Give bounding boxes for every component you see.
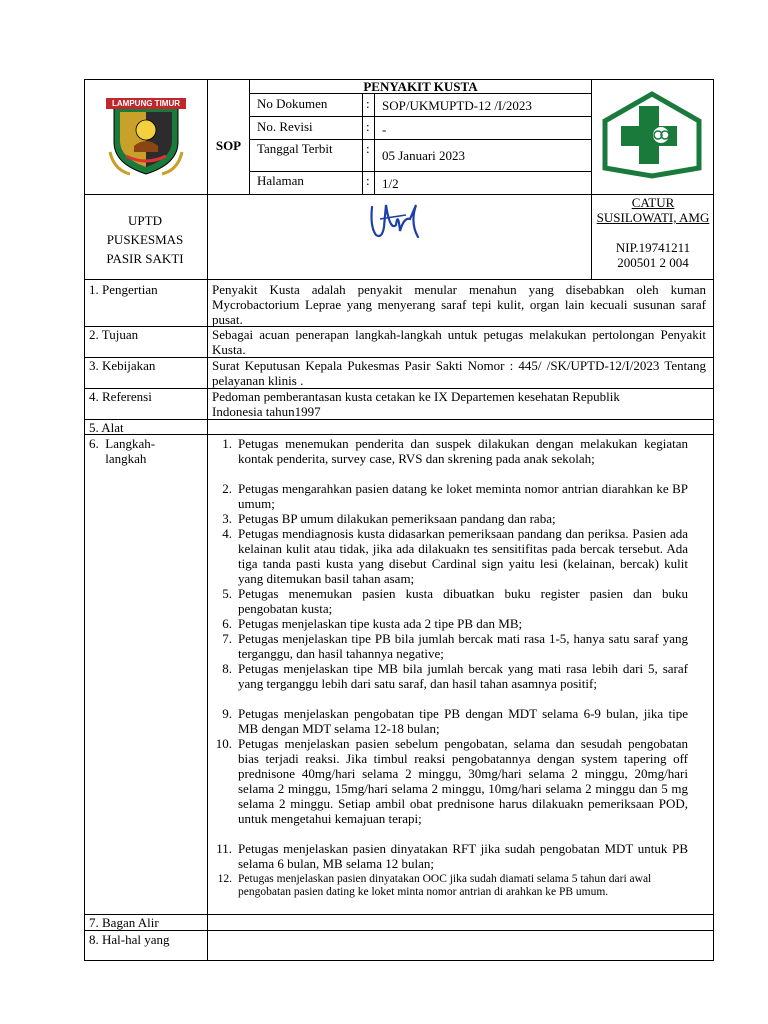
step-number: 1. [222,436,232,451]
section-label-referensi: 4. Referensi [89,389,152,404]
steps-list [212,436,688,914]
list-item [212,436,688,481]
step-number: 11. [216,841,232,856]
step-number: 9. [222,706,232,721]
divider [249,79,250,194]
logo-banner: LAMPUNG TIMUR [106,98,186,109]
divider [84,914,714,915]
section-label-tujuan: 2. Tujuan [89,327,139,342]
section-text-kebijakan: Surat Keputusan Kepala Pukesmas Pasir Sakti Nomor : 445/ /SK/UPTD-12/I/2023 Tentang pelayanan klinis . [212,358,706,388]
signature-icon [366,197,424,243]
list-item [212,631,688,661]
signer-nip: NIP.19741211 200501 2 004 [615,240,691,270]
meta-label-tanggal-terbit: Tanggal Terbit [257,141,333,156]
meta-label-no-dokumen: No Dokumen [257,96,328,111]
list-item [212,841,688,871]
meta-sep: : [366,119,370,134]
step-number: 6. [222,616,232,631]
divider [249,171,591,172]
step-text: Petugas menjelaskan tipe kusta ada 2 tipe PB dan MB; [238,616,523,631]
meta-sep: : [366,173,370,188]
meta-label-no-revisi: No. Revisi [257,119,313,134]
step-text: Petugas menemukan penderita dan suspek dilakukan dengan melakukan kegiatan kontak penderita, survey case, RVS dan skrening pada anak sekolah; [238,436,688,466]
divider [84,419,714,420]
section-text-tujuan: Sebagai acuan penerapan langkah-langkah untuk petugas melakukan pertolongan Penyakit Kusta. [212,327,706,357]
step-text: Petugas mendiagnosis kusta didasarkan pemeriksaan pandang dan periksa. Pasien ada kelainan kulit atau tidak, jika ada dilakuakn tes sensitifitas pada bercak tersebut. Ada tiga tanda pasti kusta yang disebut Cardinal sign yaitu lesi (kelainan, bercak) kulit yang ditemukan basil tahan asam; [238,526,688,586]
section-label-kebijakan: 3. Kebijakan [89,358,156,373]
step-text: Petugas menjelaskan pengobatan tipe PB dengan MDT selama 6-9 bulan, jika tipe MB dengan MDT selama 12-18 bulan; [238,706,688,736]
section-label-alat: 5. Alat [89,420,124,435]
page-title: PENYAKIT KUSTA [363,79,478,94]
meta-value-no-dokumen: SOP/UKMUPTD-12 /I/2023 [382,98,532,113]
list-item [212,736,688,841]
list-item [212,706,688,736]
step-text: Petugas menemukan pasien kusta dibuatkan buku register pasien dan buku pengobatan kusta; [238,586,688,616]
section-label-hal-hal: 8. Hal-hal yang [89,932,170,947]
step-text: Petugas BP umum dilakukan pemeriksaan pandang dan raba; [238,511,556,526]
step-number: 7. [222,631,232,646]
step-number: 8. [222,661,232,676]
meta-value-no-revisi: - [382,122,387,137]
list-item [212,616,688,631]
step-text: Petugas menjelaskan pasien sebelum pengobatan, selama dan sesudah pengobatan bias terjadi reaksi. Jika timbul reaksi pengobatannya dengan system tapering off prednisone 40mg/hari selama 2 minggu, 30mg/hari selama 2 minggu, 20mg/hari selama 2 minggu, 15mg/hari selama 2 minggu, 10mg/hari selama 2 minggu dan 5 mg selama 2 minggu. Setiap ambil obat prednisone harus dilakuakn pemeriksaan POD, untuk mengetahui kemajuan terapi; [238,736,688,826]
meta-value-tanggal-terbit: 05 Januari 2023 [382,148,466,163]
step-text: Petugas menjelaskan pasien dinyatakan OOC jika sudah diamati selama 5 tahun dari awal pengobatan pasien dating ke loket minta nomor antrian di arahkan ke PB umum. [238,873,652,898]
divider [84,279,714,280]
section-label-pengertian: 1. Pengertian [89,282,158,297]
step-number: 5. [222,586,232,601]
step-text: Petugas menjelaskan pasien dinyatakan RFT jika sudah pengobatan MDT untuk PB selama 6 bulan, MB selama 12 bulan; [238,841,688,871]
divider [591,79,592,279]
divider [84,930,714,931]
section-text-pengertian: Penyakit Kusta adalah penyakit menular menahun yang disebabkan oleh kuman Mycrobactorium Leprae yang menyerang saraf tepi kulit, organ lain kecuali susunan saraf pusat. [212,282,706,327]
list-item [212,661,688,706]
divider [207,79,208,961]
divider [249,116,591,117]
step-number: 4. [222,526,232,541]
org-name: UPTD PUSKESMAS PASIR SAKTI [106,213,184,266]
divider [374,93,375,194]
divider [84,434,714,435]
section-label-bagan-alir: 7. Bagan Alir [89,915,159,930]
list-item [212,481,688,511]
list-item [212,526,688,586]
step-number: 12. [217,873,232,885]
meta-value-halaman: 1/2 [382,176,399,191]
signer-name: CATUR SUSILOWATI, AMG [596,195,710,225]
step-text: Petugas menjelaskan tipe PB bila jumlah bercak mati rasa 1-5, hanya satu saraf yang terganggu, dan hasil tahannya negative; [238,631,688,661]
step-number: 10. [215,736,232,751]
meta-sep: : [366,96,370,111]
divider [249,139,591,140]
step-number: 2. [222,481,232,496]
sop-label: SOP [215,138,242,153]
list-item [212,586,688,616]
divider [362,93,363,194]
list-item [212,873,688,913]
step-text: Petugas menjelaskan tipe MB bila jumlah bercak yang mati rasa lebih dari 5, saraf yang terganggu lebih dari satu saraf, dan hasil tahan asamnya positif; [238,661,688,691]
puskesmas-cross-icon [599,88,705,180]
meta-sep: : [366,141,370,156]
meta-label-halaman: Halaman [257,173,304,188]
step-text: Petugas mengarahkan pasien datang ke loket meminta nomor antrian diarahkan ke BP umum; [238,481,688,511]
list-item [212,511,688,526]
section-label-langkah: 6. Langkah- langkah [89,436,156,466]
step-number: 3. [222,511,232,526]
section-text-referensi: Pedoman pemberantasan kusta cetakan ke IX Departemen kesehatan Republik Indonesia tahun1997 [212,389,620,419]
